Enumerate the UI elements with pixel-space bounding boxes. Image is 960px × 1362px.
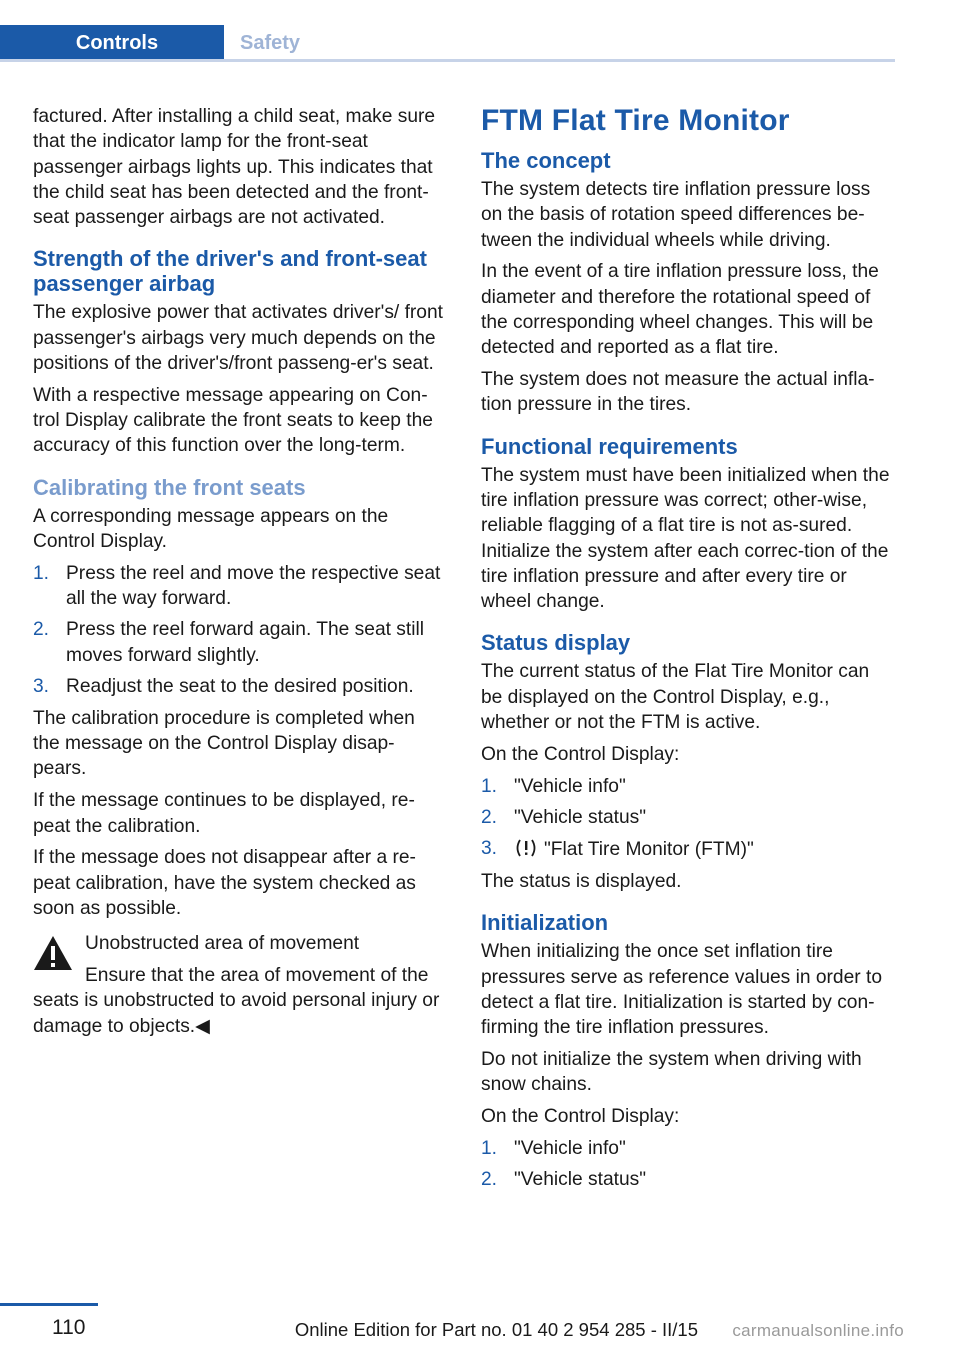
initialization-paragraph-1: When initializing the once set inflation tire pressures serve as reference values in order to detect a flat tire. Initialization is started by con-firming the tire inflation pressures. [481, 941, 882, 1039]
airbag-strength-heading: Strength of the driver's and front-seat passenger airbag [33, 246, 427, 297]
tab-safety[interactable]: Safety [240, 32, 301, 54]
functional-requirements-paragraph: The system must have been initialized when the tire inflation pressure was correct; other-wise, reliable flagging of a flat tire is not as-sured. Initialize the system after each correc-tion of the tire inflation pressure and after every tire or wheel change. [481, 464, 890, 613]
step-text: Press the reel forward again. The seat still moves forward slightly. [66, 619, 424, 666]
footer-divider [0, 1303, 98, 1306]
watermark: carmanualsonline.info [732, 1321, 904, 1340]
initialization-steps-list [481, 1136, 895, 1193]
calibrating-seats-heading: Calibrating the front seats [33, 474, 306, 500]
step-text: "Vehicle info" [514, 775, 626, 797]
step-number: 2. [481, 1169, 498, 1191]
status-paragraph-3: The status is displayed. [481, 871, 682, 893]
initialization-paragraph-3: On the Control Display: [481, 1106, 680, 1128]
step-number: 3. [33, 676, 50, 698]
warning-title: Unobstructed area of movement [85, 933, 360, 955]
step-number: 3. [481, 838, 498, 860]
step-number: 2. [33, 619, 50, 641]
calibration-steps-list [33, 561, 445, 699]
concept-paragraph-3: The system does not measure the actual infla-tion pressure in the tires. [481, 369, 875, 416]
functional-requirements-heading: Functional requirements [481, 433, 738, 459]
airbag-strength-paragraph-1: The explosive power that activates driver's/ front passenger's airbags very much depends on the positions of the driver's/front passeng-er's seat. [33, 302, 443, 375]
warning-text [33, 963, 445, 1039]
step-number: 1. [481, 1137, 498, 1159]
initialization-heading: Initialization [481, 910, 609, 936]
list-item [481, 1136, 895, 1161]
list-item [481, 805, 895, 830]
calibrating-paragraph-3: If the message continues to be displayed, re-peat the calibration. [33, 790, 415, 837]
concept-heading: The concept [481, 148, 611, 173]
list-item [481, 836, 895, 862]
step-number: 1. [33, 562, 50, 584]
step-number: 1. [481, 775, 498, 797]
initialization-paragraph-2: Do not initialize the system when driving with snow chains. [481, 1049, 862, 1096]
warning-triangle-icon [33, 935, 73, 971]
status-steps-list [481, 774, 895, 863]
calibrating-paragraph-4: If the message does not disappear after a re-peat calibration, have the system checked as soon as possible. [33, 847, 416, 919]
status-display-heading: Status display [481, 630, 631, 656]
right-column [481, 104, 895, 1199]
flat-tire-warning-icon [514, 836, 538, 860]
section-header [0, 25, 895, 62]
left-column [33, 104, 445, 1045]
step-number: 2. [481, 806, 498, 828]
step-text: Readjust the seat to the desired position. [66, 676, 414, 698]
list-item [33, 674, 445, 699]
step-text: "Flat Tire Monitor (FTM)" [544, 839, 754, 861]
warning-text-content: Ensure that the area of movement of the seats is unobstructed to avoid personal injury or damage to objects.◀ [33, 965, 440, 1037]
tab-controls[interactable]: Controls [0, 25, 224, 62]
warning-box [33, 931, 445, 1039]
status-paragraph-1: The current status of the Flat Tire Monitor can be displayed on the Control Display, e.g., whether or not the FTM is active. [481, 661, 870, 734]
intro-paragraph: factured. After installing a child seat, make sure that the indicator lamp for the front-seat passenger airbags lights up. This indicates that the child seat has been detected and the front-seat passenger airbags are not activated. [33, 106, 436, 229]
list-item [481, 774, 895, 799]
calibrating-paragraph-1: A corresponding message appears on the Control Display. [33, 505, 389, 553]
list-item [33, 561, 445, 612]
step-text: Press the reel and move the respective seat all the way forward. [66, 562, 441, 610]
concept-paragraph-2: In the event of a tire inflation pressure loss, the diameter and therefore the rotational speed of the corresponding wheel changes. This will be detected and reported as a flat tire. [481, 261, 879, 359]
list-item [33, 617, 445, 668]
concept-paragraph-1: The system detects tire inflation pressure loss on the basis of rotation speed differences be-tween the individual wheels while driving. [481, 179, 871, 251]
list-item [481, 1167, 895, 1192]
step-text: "Vehicle status" [514, 1169, 647, 1191]
step-text: "Vehicle info" [514, 1137, 626, 1159]
step-text: "Vehicle status" [514, 806, 647, 828]
ftm-title: FTM Flat Tire Monitor [481, 104, 790, 137]
airbag-strength-paragraph-2: With a respective message appearing on Con-trol Display calibrate the front seats to keep the accuracy of this function over the long-term. [33, 384, 433, 457]
page-number: 110 [52, 1316, 86, 1339]
status-paragraph-2: On the Control Display: [481, 743, 680, 765]
calibrating-paragraph-2: The calibration procedure is completed when the message on the Control Display disap-pears. [33, 707, 415, 780]
header-divider [0, 59, 895, 62]
edition-label: Online Edition for Part no. 01 40 2 954 285 - II/15 [294, 1319, 698, 1340]
